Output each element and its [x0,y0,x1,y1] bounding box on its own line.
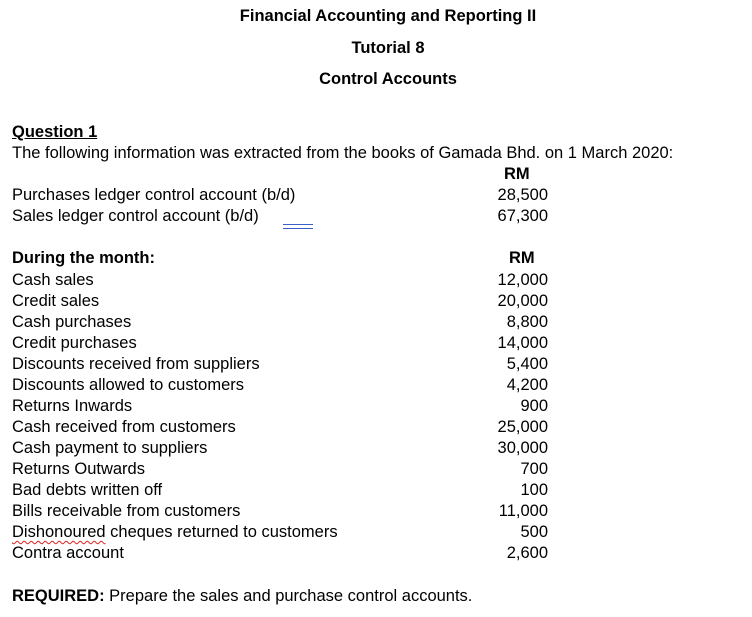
item-label: Cash received from customers [12,418,236,436]
item-label: Bills receivable from customers [12,502,241,520]
list-item [12,501,557,522]
item-value: 900 [520,397,548,415]
topic-title: Control Accounts [319,70,457,88]
item-label: Cash payment to suppliers [12,439,208,457]
list-item [12,522,557,543]
required-instruction [12,587,472,606]
item-value: 30,000 [497,439,548,457]
list-item [12,333,557,354]
transactions-list [12,270,557,564]
item-label: Discounts received from suppliers [12,355,260,373]
item-value: 700 [520,460,548,478]
list-item [12,291,557,312]
item-label: Contra account [12,544,124,562]
item-value: 14,000 [497,334,548,352]
spellcheck-flagged-word[interactable]: Dishonoured [12,523,106,541]
required-text: Prepare the sales and purchase control accounts. [104,587,473,605]
list-item [12,459,557,480]
item-label: Bad debts written off [12,481,163,499]
opening-label-sales: Sales ledger control account (b/d) [12,207,259,225]
required-label: REQUIRED: [12,587,105,605]
item-value: 11,000 [498,502,548,520]
list-item [12,312,557,333]
item-value: 20,000 [497,292,548,310]
list-item [12,270,557,291]
item-label-rest: cheques returned to customers [105,523,338,541]
item-value: 2,600 [506,544,548,562]
item-value: 5,400 [506,355,548,373]
item-value: 500 [520,523,548,541]
list-item [12,396,557,417]
list-item [12,480,557,501]
question-intro: The following information was extracted from the books of Gamada Bhd. on 1 March 2020: [12,144,674,162]
month-currency-label: RM [509,249,535,267]
item-value: 12,000 [497,271,548,289]
list-item [12,438,557,459]
list-item [12,375,557,396]
course-title: Financial Accounting and Reporting II [239,7,537,25]
question-heading: Question 1 [12,123,98,141]
opening-currency-label: RM [504,165,530,183]
item-label: Credit sales [12,292,100,310]
item-label: Discounts allowed to customers [12,376,245,394]
item-label: Returns Inwards [12,397,133,415]
item-label: Returns Outwards [12,460,145,478]
month-heading: During the month: [12,249,155,267]
opening-value-purchases: 28,500 [497,186,548,204]
table-anchor-marker [283,224,313,229]
item-value: 25,000 [497,418,548,436]
item-value: 100 [520,481,548,499]
item-label: Cash purchases [12,313,132,331]
item-label: Credit purchases [12,334,137,352]
opening-label-purchases: Purchases ledger control account (b/d) [12,186,296,204]
item-label [12,522,338,543]
list-item [12,543,557,564]
item-label: Cash sales [12,271,94,289]
item-value: 8,800 [506,313,548,331]
opening-value-sales: 67,300 [497,207,548,225]
list-item [12,417,557,438]
tutorial-title: Tutorial 8 [351,39,425,57]
item-value: 4,200 [506,376,548,394]
list-item [12,354,557,375]
